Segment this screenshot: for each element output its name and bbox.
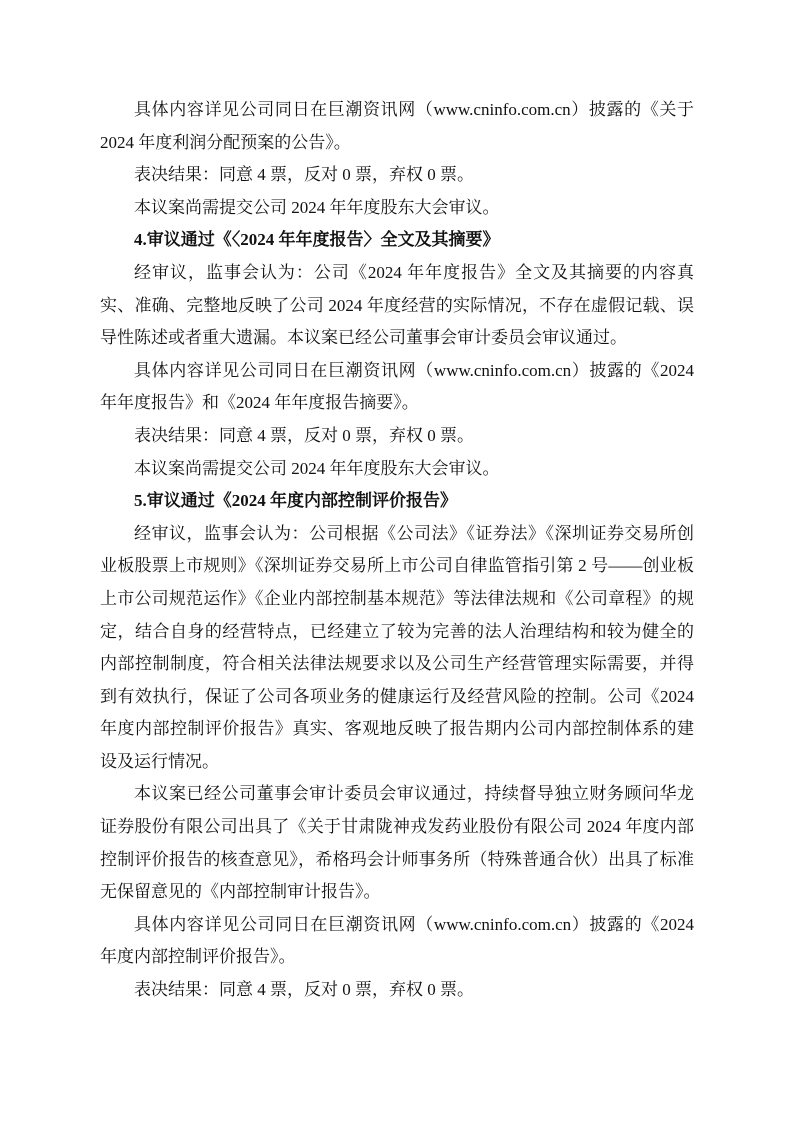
paragraph-submit-agm-item4: 本议案尚需提交公司 2024 年年度股东大会审议。 <box>134 458 500 478</box>
paragraph-vote-result-item5: 表决结果：同意 4 票，反对 0 票，弃权 0 票。 <box>134 980 474 1000</box>
paragraph-item5-opinion: 经审议，监事会认为：公司根据《公司法》《证券法》《深圳证券交易所创业板股票上市规则》《深圳证券交易所上市公司自律监管指引第 2 号——创业板上市公司规范运作》《企业内部控制基本规范》等法律法规和《公司章程》的规定，结合自身的经营特点，已经建立了较为完善的法人治理结构和较为健全的内部控制制度，符合相关法律法规要求以及公司生产经营管理实际需要，并得到有效执行，保证了公司各项业务的健康运行及经营风险的控制。公司《2024 年度内部控制评价报告》真实、客观地反映了报告期内公司内部控制体系的建设及运行情况。 <box>100 523 694 771</box>
paragraph-vote-result-item3: 表决结果：同意 4 票，反对 0 票，弃权 0 票。 <box>134 165 474 185</box>
paragraph-item5-verification: 本议案已经公司董事会审计委员会审议通过，持续督导独立财务顾问华龙证券股份有限公司出具了《关于甘肃陇神戎发药业股份有限公司 2024 年度内部控制评价报告的核查意见》，希格玛会计师事务所（特殊普通合伙）出具了标准无保留意见的《内部控制审计报告》。 <box>100 784 694 902</box>
paragraph-item4-opinion: 经审议，监事会认为：公司《2024 年年度报告》全文及其摘要的内容真实、准确、完整地反映了公司 2024 年度经营的实际情况，不存在虚假记载、误导性陈述或者重大遗漏。本议案已经公司董事会审计委员会审议通过。 <box>100 262 694 348</box>
paragraph-submit-agm-item3: 本议案尚需提交公司 2024 年年度股东大会审议。 <box>134 197 500 217</box>
paragraph-vote-result-item4: 表决结果：同意 4 票，反对 0 票，弃权 0 票。 <box>134 425 474 445</box>
heading-item4-annual-report: 4.审议通过《〈2024 年年度报告〉全文及其摘要》 <box>134 230 500 250</box>
paragraph-disclosure-profit-distribution: 具体内容详见公司同日在巨潮资讯网（www.cninfo.com.cn）披露的《关于 2024 年度利润分配预案的公告》。 <box>100 100 694 152</box>
paragraph-item4-disclosure: 具体内容详见公司同日在巨潮资讯网（www.cninfo.com.cn）披露的《2024 年年度报告》和《2024 年年度报告摘要》。 <box>100 360 694 413</box>
heading-item5-internal-control: 5.审议通过《2024 年度内部控制评价报告》 <box>134 491 457 511</box>
paragraph-item5-disclosure: 具体内容详见公司同日在巨潮资讯网（www.cninfo.com.cn）披露的《2024 年度内部控制评价报告》。 <box>100 914 694 967</box>
document-body <box>100 94 694 1007</box>
